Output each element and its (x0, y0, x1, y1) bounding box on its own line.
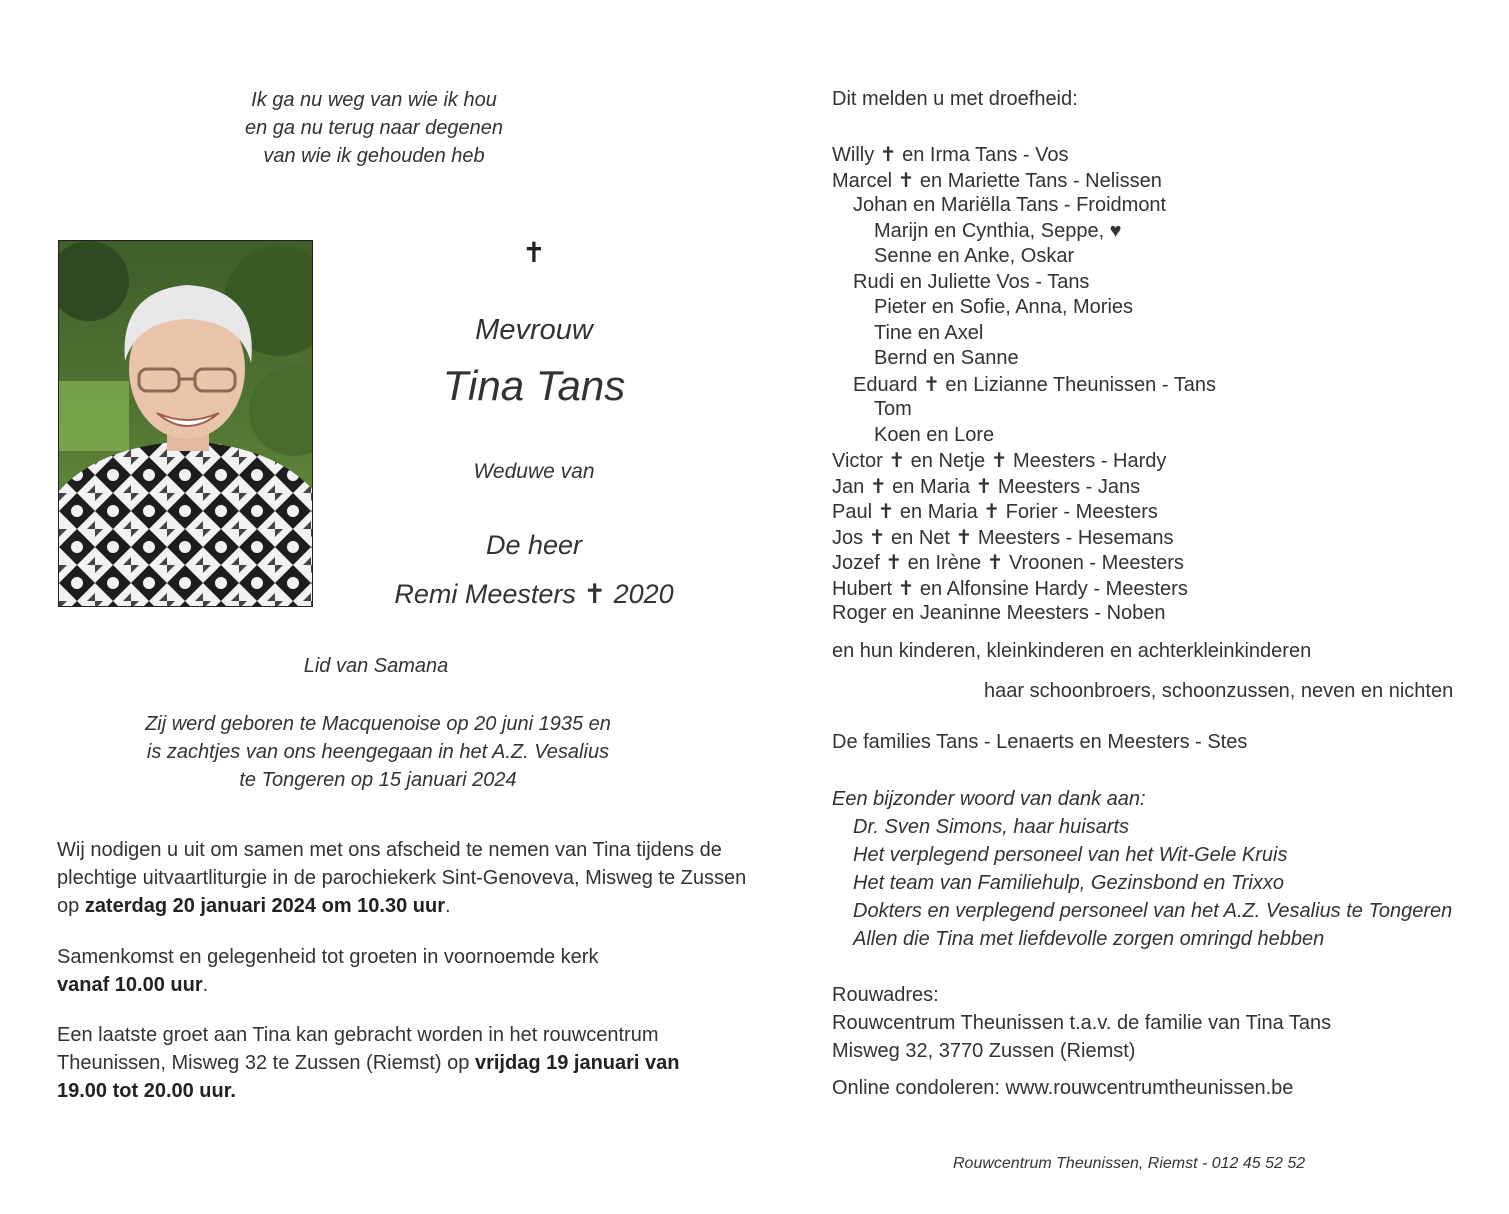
family-member-text: Marijn en Cynthia, Seppe, ♥ (874, 219, 1122, 242)
cross-icon: ✝ (885, 550, 903, 574)
family-member-text: Rudi en Juliette Vos - Tans (853, 270, 1090, 293)
cross-icon: ✝ (955, 524, 973, 549)
family-member-text: Jozef (832, 552, 886, 574)
family-member-line (832, 525, 1216, 551)
cross-icon: ✝ (897, 167, 915, 192)
cross-icon: ✝ (888, 448, 906, 472)
thanks-item: Dokters en verplegend personeel van het A.Z. Vesalius te Tongeren (853, 900, 1453, 922)
family-member-line (832, 397, 1216, 423)
family-member-text: en Irma Tans - Vos (896, 144, 1069, 166)
family-member-line (832, 193, 1216, 219)
family-member-text: Jan (832, 475, 870, 498)
mister-label: De heer (485, 530, 583, 560)
family-member-text: Jos (832, 526, 869, 549)
in-laws-line: haar schoonbroers, schoonzussen, neven en nichten (984, 680, 1454, 702)
cross-icon: ✝ (583, 579, 607, 610)
family-member-text: Willy (832, 144, 880, 166)
cross-icon: ✝ (879, 142, 897, 166)
membership: Lid van Samana (303, 655, 449, 677)
cross-icon: ✝ (975, 473, 993, 498)
poem-line: Ik ga nu weg van wie ik hou (251, 89, 497, 111)
family-member-text: en Netje (905, 450, 991, 472)
families-line: De families Tans - Lenaerts en Meesters - Stes (832, 731, 1248, 753)
cross-icon: ✝ (983, 499, 1001, 523)
thanks-section (832, 785, 1452, 953)
family-member-text: en Irène (902, 552, 987, 574)
funeral-invitation (57, 836, 757, 920)
cross-icon: ✝ (923, 371, 940, 396)
cross-icon: ✝ (990, 448, 1008, 472)
family-member-line (832, 295, 1216, 321)
family-member-text: en Net (885, 526, 956, 549)
funeral-invitation-text: Wij nodigen u uit om samen met ons afscheid te nemen van Tina tijdens de plechtige uitvaartliturgie in de parochiekerk Sint-Genoveva, Misweg te Zussen op (57, 839, 747, 917)
family-member-text: Vroonen - Meesters (1003, 552, 1184, 574)
husband-year: 2020 (613, 579, 674, 609)
portrait-photo (58, 240, 313, 607)
cross-icon: ✝ (897, 575, 915, 600)
family-member-text: Meesters - Hardy (1007, 450, 1167, 472)
family-member-line (832, 142, 1216, 168)
family-member-text: en Maria (894, 501, 984, 523)
family-member-text: Tom (874, 398, 912, 420)
family-member-line (832, 499, 1216, 525)
thanks-item: Het verplegend personeel van het Wit-Gele Kruis (853, 844, 1288, 866)
family-member-line (832, 219, 1216, 245)
family-member-line (832, 474, 1216, 500)
family-member-text: en Alfonsine Hardy - Meesters (914, 577, 1188, 600)
punctuation: . (444, 895, 451, 917)
family-member-line (832, 550, 1216, 576)
family-member-text: Eduard (853, 373, 924, 396)
family-member-text: en Mariette Tans - Nelissen (914, 169, 1162, 192)
funeral-datetime: zaterdag 20 januari 2024 om 10.30 uur (84, 895, 445, 917)
footer-funeral-home: Rouwcentrum Theunissen, Riemst - 012 45 52 52 (953, 1155, 1306, 1172)
poem-line: van wie ik gehouden heb (263, 145, 485, 167)
family-member-text: Forier - Meesters (1000, 501, 1158, 523)
thanks-title: Een bijzonder woord van dank aan: (832, 788, 1146, 810)
farewell-text: Een laatste groet aan Tina kan gebracht worden in het rouwcentrum Theunissen, Misweg 32 te Zussen (Riemst) op (57, 1024, 659, 1074)
family-member-line (832, 321, 1216, 347)
family-member-line (832, 423, 1216, 449)
mourning-address (832, 981, 1331, 1065)
title-mevrouw: Mevrouw (475, 314, 593, 346)
deceased-name: Tina Tans (442, 362, 626, 409)
thanks-item: Allen die Tina met liefdevolle zorgen omringd hebben (853, 928, 1325, 950)
family-member-line (832, 244, 1216, 270)
family-member-line (832, 576, 1216, 602)
family-member-text: Pieter en Sofie, Anna, Mories (874, 296, 1134, 318)
descendants-line: en hun kinderen, kleinkinderen en achterkleinkinderen (832, 640, 1312, 662)
gathering-text: Samenkomst en gelegenheid tot groeten in voornoemde kerk (57, 946, 599, 968)
family-member-text: en Maria (886, 475, 976, 498)
family-member-text: Koen en Lore (874, 423, 995, 446)
family-member-text: Marcel (832, 169, 898, 192)
family-member-line (832, 372, 1216, 398)
poem-line: en ga nu terug naar degenen (245, 117, 503, 139)
birth-death-line: Zij werd geboren te Macquenoise op 20 juni 1935 en (145, 713, 611, 735)
family-list (832, 142, 1216, 627)
poem (180, 86, 568, 170)
cross-icon: ✝ (986, 550, 1004, 574)
family-member-line (832, 601, 1216, 627)
family-member-text: en Lizianne Theunissen - Tans (939, 373, 1216, 396)
family-member-text: Meesters - Hesemans (972, 526, 1174, 549)
cross-icon: ✝ (877, 499, 895, 523)
family-member-line (832, 270, 1216, 296)
address-line: Rouwcentrum Theunissen t.a.v. de familie van Tina Tans (832, 1012, 1332, 1034)
cross-icon: ✝ (522, 236, 546, 269)
family-member-text: Senne en Anke, Oskar (874, 245, 1075, 267)
family-member-line (832, 346, 1216, 372)
family-member-text: Hubert (832, 577, 898, 600)
family-member-text: Bernd en Sanne (874, 347, 1019, 369)
family-member-text: Roger en Jeaninne Meesters - Noben (832, 602, 1166, 624)
birth-death-line: is zachtjes van ons heengegaan in het A.Z. Vesalius (146, 741, 610, 763)
thanks-item: Dr. Sven Simons, haar huisarts (853, 816, 1130, 838)
cross-icon: ✝ (868, 524, 886, 549)
online-condolences: Online condoleren: www.rouwcentrumtheunissen.be (832, 1077, 1294, 1099)
birth-death-text (78, 710, 678, 794)
address-label: Rouwadres: (832, 984, 939, 1006)
family-member-text: Meesters - Jans (992, 475, 1141, 498)
family-member-line (832, 168, 1216, 194)
cross-icon: ✝ (869, 473, 887, 498)
farewell-datetime: vrijdag 19 januari van 19.00 tot 20.00 uur. (57, 1052, 680, 1102)
farewell-info (57, 1021, 712, 1105)
widow-of-label: Weduwe van (473, 460, 595, 483)
family-member-text: Tine en Axel (874, 321, 984, 344)
family-member-text: Victor (832, 450, 889, 472)
gathering-info (57, 943, 657, 999)
announcement-intro: Dit melden u met droefheid: (832, 88, 1078, 110)
gathering-time: vanaf 10.00 uur (57, 974, 203, 996)
birth-death-line: te Tongeren op 15 januari 2024 (239, 769, 517, 791)
husband-line (369, 579, 699, 610)
husband-name: Remi Meesters (394, 579, 576, 609)
family-member-text: Johan en Mariëlla Tans - Froidmont (853, 194, 1167, 216)
punctuation: . (202, 974, 209, 996)
family-member-line (832, 448, 1216, 474)
family-member-text: Paul (832, 501, 878, 523)
address-line: Misweg 32, 3770 Zussen (Riemst) (832, 1040, 1136, 1062)
thanks-item: Het team van Familiehulp, Gezinsbond en Trixxo (853, 872, 1284, 894)
